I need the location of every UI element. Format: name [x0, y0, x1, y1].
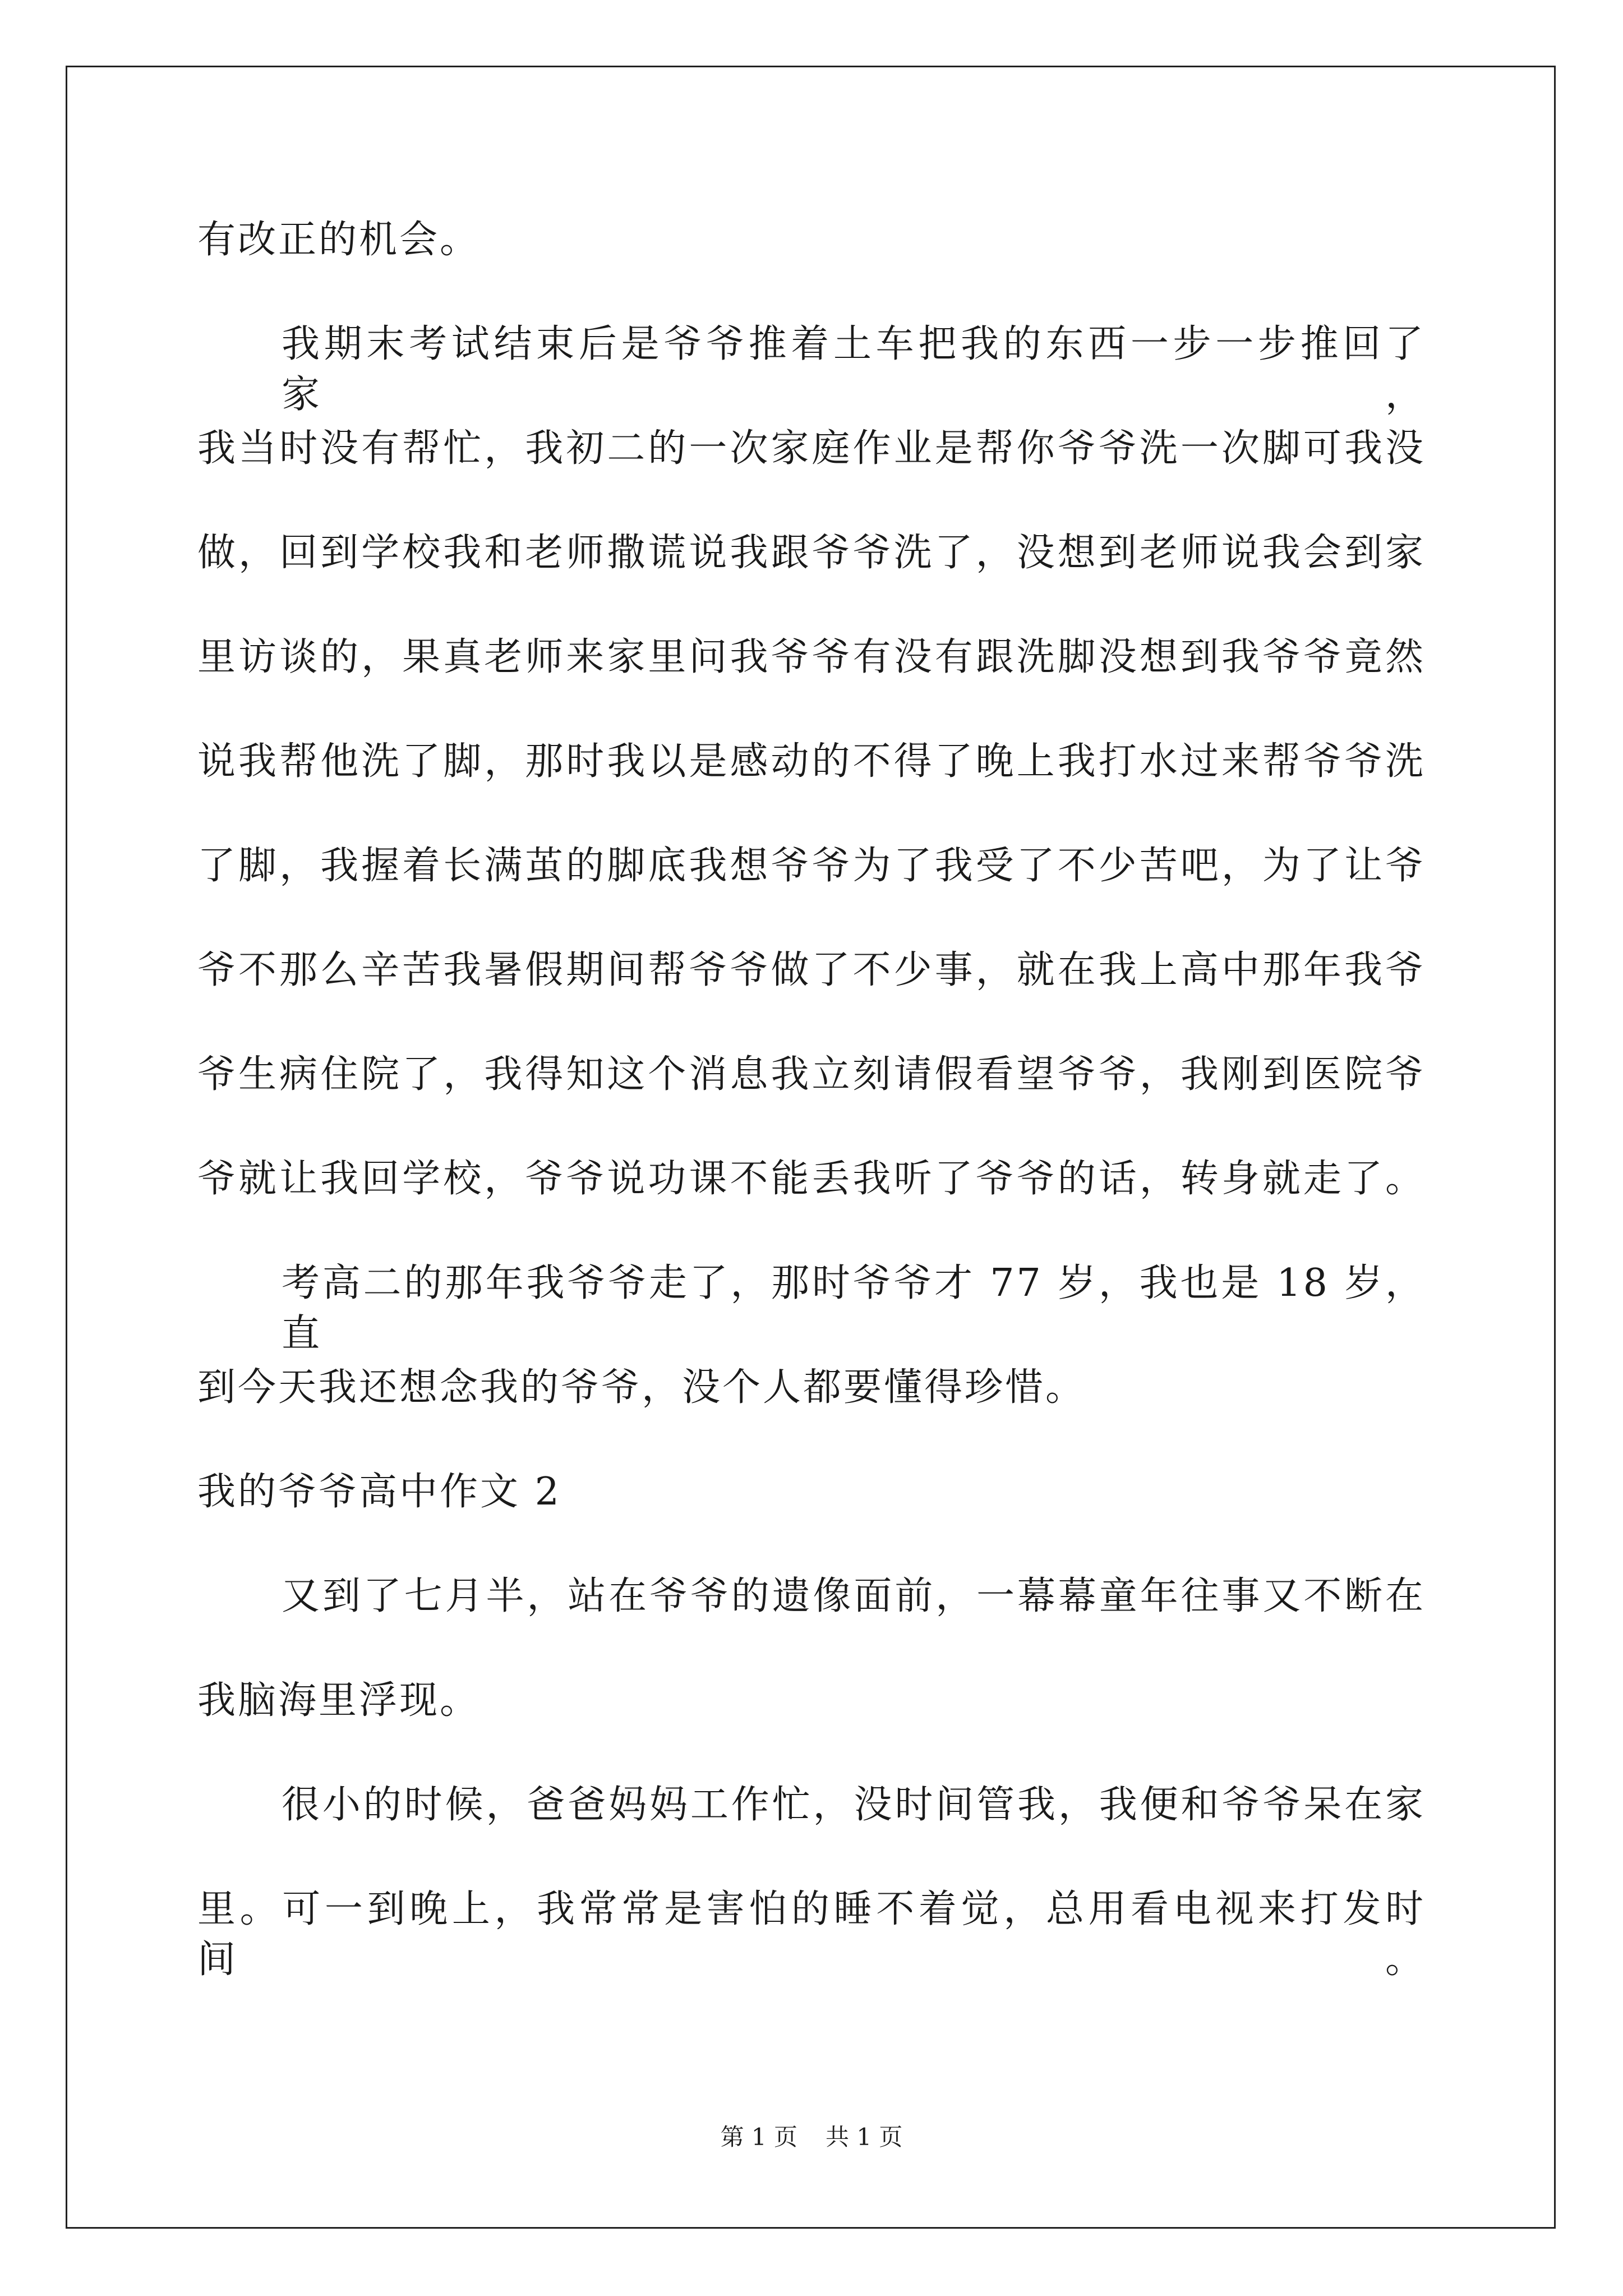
text-line: 里访谈的，果真老师来家里问我爷爷有没有跟洗脚没想到我爷爷竟然 [197, 635, 1426, 679]
text-line: 到今天我还想念我的爷爷，没个人都要懂得珍惜。 [197, 1365, 1086, 1410]
section-heading: 我的爷爷高中作文 2 [197, 1470, 561, 1514]
text-line: 很小的时候，爸爸妈妈工作忙，没时间管我，我便和爷爷呆在家 [282, 1783, 1426, 1827]
page-footer [0, 2120, 1623, 2154]
text-line: 说我帮他洗了脚，那时我以是感动的不得了晚上我打水过来帮爷爷洗 [197, 739, 1426, 784]
page-total: 共 1 页 [826, 2123, 903, 2151]
text-line: 了脚，我握着长满茧的脚底我想爷爷为了我受了不少苦吧，为了让爷 [197, 844, 1426, 888]
text-line: 爷就让我回学校，爷爷说功课不能丢我听了爷爷的话，转身就走了。 [197, 1157, 1426, 1201]
text-line: 里。可一到晚上，我常常是害怕的睡不着觉，总用看电视来打发时间。 [197, 1887, 1426, 1982]
text-line: 做，回到学校我和老师撒谎说我跟爷爷洗了，没想到老师说我会到家 [197, 531, 1426, 575]
text-line: 我脑海里浮现。 [197, 1678, 481, 1723]
page-number: 第 1 页 [720, 2123, 797, 2151]
text-line: 我当时没有帮忙，我初二的一次家庭作业是帮你爷爷洗一次脚可我没 [197, 426, 1426, 471]
text-line: 考高二的那年我爷爷走了，那时爷爷才 77 岁，我也是 18 岁，直 [282, 1261, 1426, 1356]
text-line: 有改正的机会。 [197, 218, 481, 262]
text-line: 又到了七月半，站在爷爷的遗像面前，一幕幕童年往事又不断在 [282, 1574, 1426, 1618]
text-line: 爷生病住院了，我得知这个消息我立刻请假看望爷爷，我刚到医院爷 [197, 1052, 1426, 1097]
text-line: 我期末考试结束后是爷爷推着土车把我的东西一步一步推回了家， [282, 322, 1426, 417]
text-line: 爷不那么辛苦我暑假期间帮爷爷做了不少事，就在我上高中那年我爷 [197, 948, 1426, 992]
